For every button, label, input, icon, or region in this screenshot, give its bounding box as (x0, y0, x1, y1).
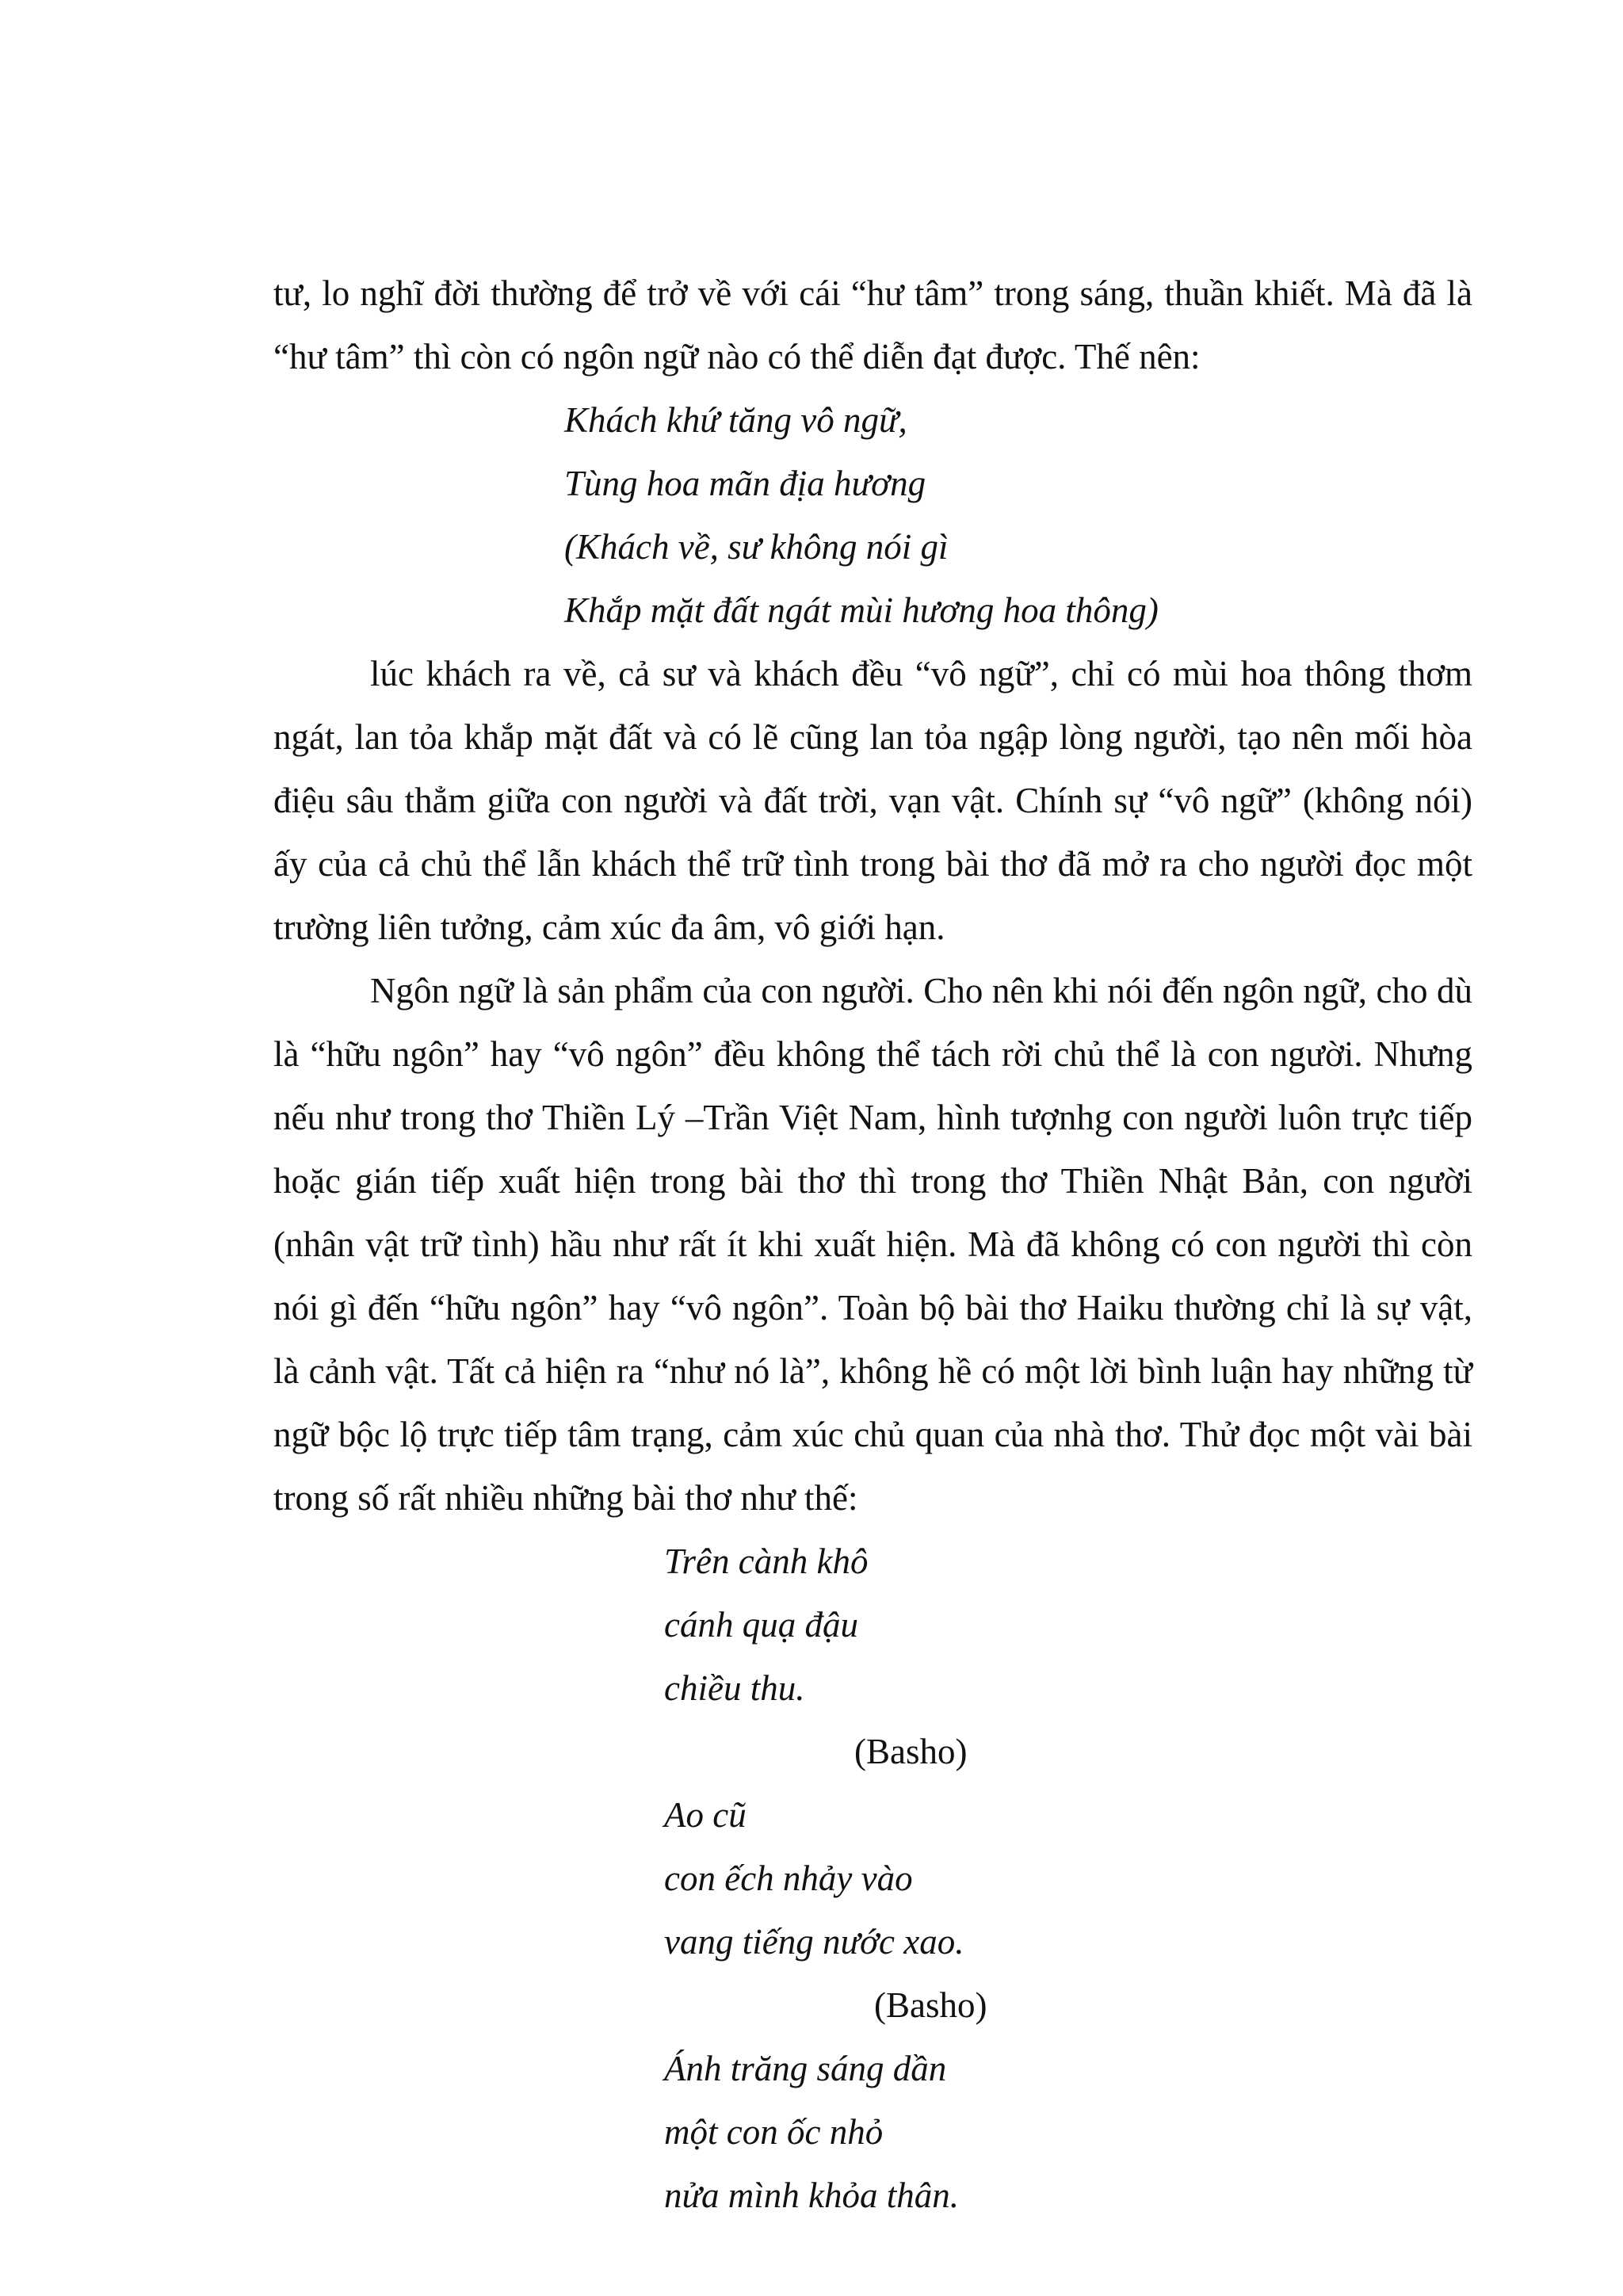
paragraph-line: trong số rất nhiều những bài thơ như thế: (273, 1478, 858, 1518)
paragraph-line: tư, lo nghĩ đời thường để trở về với cái “hư tâm” trong sáng, thuần khiết. Mà đã là (273, 273, 1472, 313)
haiku-line: Trên cành khô (664, 1541, 869, 1581)
paragraph-line: là cảnh vật. Tất cả hiện ra “như nó là”, không hề có một lời bình luận hay những từ (273, 1351, 1472, 1391)
poem-line: Khách khứ tăng vô ngữ, (564, 400, 907, 440)
haiku-line: con ếch nhảy vào (664, 1859, 913, 1898)
paragraph-line: ngữ bộc lộ trực tiếp tâm trạng, cảm xúc chủ quan của nhà thơ. Thử đọc một vài bài (273, 1415, 1472, 1454)
paragraph-line: (nhân vật trữ tình) hầu như rất ít khi xuất hiện. Mà đã không có con người thì còn (273, 1224, 1472, 1264)
haiku-line: cánh quạ đậu (664, 1605, 858, 1645)
paragraph-line: “hư tâm” thì còn có ngôn ngữ nào có thể diễn đạt được. Thế nên: (273, 337, 1201, 376)
haiku-author: (Basho) (854, 1732, 968, 1771)
paragraph-line: nói gì đến “hữu ngôn” hay “vô ngôn”. Toàn bộ bài thơ Haiku thường chỉ là sự vật, (273, 1288, 1472, 1328)
poem-line: Tùng hoa mãn địa hương (564, 464, 926, 503)
paragraph-line: ấy của cả chủ thể lẫn khách thể trữ tình trong bài thơ đã mở ra cho người đọc một (273, 844, 1472, 884)
paragraph-line: trường liên tưởng, cảm xúc đa âm, vô giới hạn. (273, 907, 945, 947)
paragraph-line: lúc khách ra về, cả sư và khách đều “vô ngữ”, chỉ có mùi hoa thông thơm (370, 654, 1472, 693)
haiku-line: Ánh trăng sáng dần (664, 2049, 947, 2088)
haiku-line: Ao cũ (664, 1795, 747, 1835)
paragraph-line: Ngôn ngữ là sản phẩm của con người. Cho nên khi nói đến ngôn ngữ, cho dù (370, 971, 1472, 1010)
paragraph-line: nếu như trong thơ Thiền Lý –Trần Việt Nam, hình tượnhg con người luôn trực tiếp (273, 1098, 1472, 1137)
paragraph-line: điệu sâu thẳm giữa con người và đất trời, vạn vật. Chính sự “vô ngữ” (không nói) (273, 781, 1472, 820)
haiku-line: chiều thu. (664, 1668, 805, 1708)
paragraph-line: ngát, lan tỏa khắp mặt đất và có lẽ cũng lan tỏa ngập lòng người, tạo nên mối hòa (273, 717, 1472, 757)
haiku-line: nửa mình khỏa thân. (664, 2176, 960, 2215)
paragraph-line: là “hữu ngôn” hay “vô ngôn” đều không thể tách rời chủ thể là con người. Nhưng (273, 1034, 1472, 1074)
poem-line: Khắp mặt đất ngát mùi hương hoa thông) (564, 590, 1159, 630)
haiku-line: vang tiếng nước xao. (664, 1922, 964, 1962)
haiku-line: một con ốc nhỏ (664, 2112, 884, 2152)
poem-line: (Khách về, sư không nói gì (564, 527, 949, 567)
paragraph-line: hoặc gián tiếp xuất hiện trong bài thơ thì trong thơ Thiền Nhật Bản, con người (273, 1161, 1472, 1201)
haiku-author: (Basho) (874, 1985, 987, 2025)
